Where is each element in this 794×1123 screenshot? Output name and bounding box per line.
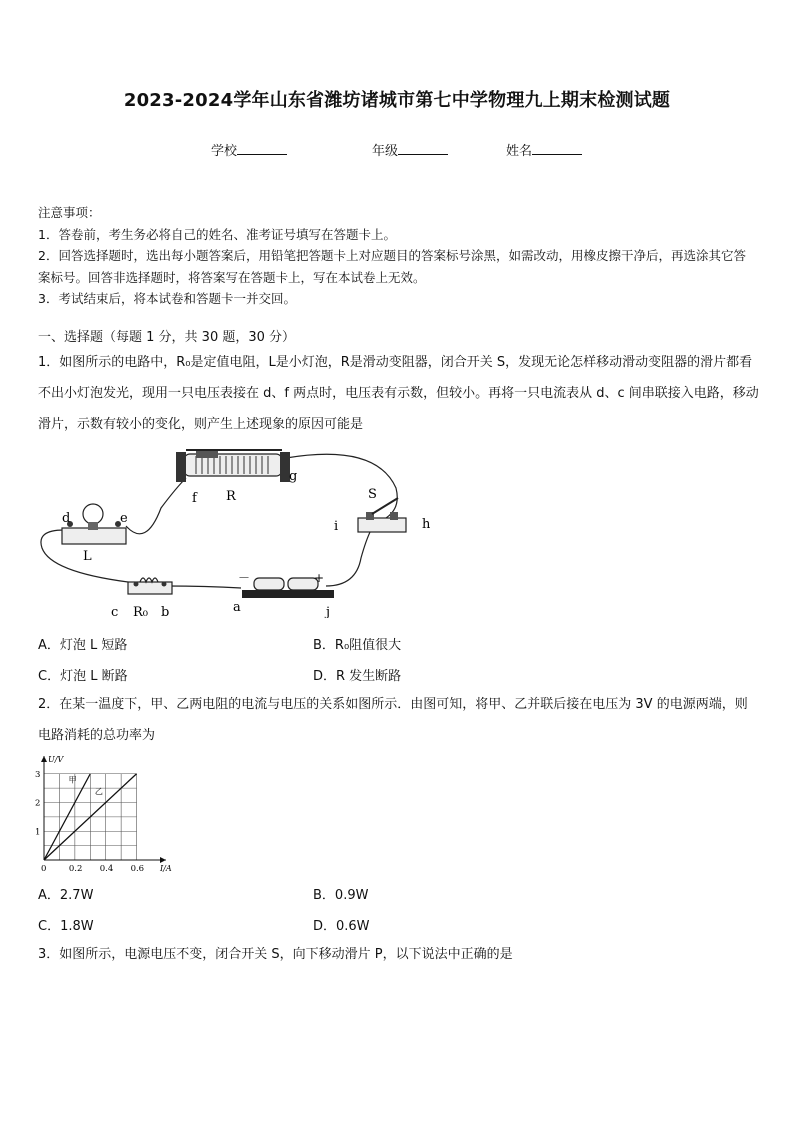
school-field[interactable]: [211, 140, 287, 159]
q2-option-a[interactable]: A．2.7W: [38, 888, 94, 903]
question-3-text: 3．如图所示，电源电压不变，闭合开关 S，向下移动滑片 P，以下说法中正确的是: [38, 947, 513, 962]
question-2-text: 2．在某一温度下，甲、乙两电阻的电流与电压的关系如图所示．由图可知，将甲、乙并联后接在电压为 3V 的电源两端，则电路消耗的总功率为: [38, 697, 748, 743]
q1-option-c[interactable]: C．灯泡 L 断路: [38, 669, 128, 684]
label-f: f: [192, 491, 197, 506]
label-g: g: [289, 469, 298, 484]
name-field[interactable]: [506, 140, 582, 159]
label-R0: R₀: [133, 605, 148, 618]
q1-option-d[interactable]: D．R 发生断路: [313, 669, 402, 684]
x-tick-label: 0.4: [99, 864, 114, 874]
x-axis-label: I/A: [160, 864, 172, 873]
label-a: a: [233, 600, 241, 615]
series-label-1: 甲: [68, 775, 77, 785]
label-c: c: [111, 605, 119, 618]
wire-j-i: [326, 530, 371, 586]
q2-option-d[interactable]: D．0.6W: [313, 919, 370, 934]
label-minus: －: [238, 571, 251, 585]
grade-label: 年级: [372, 144, 399, 159]
wire-b-a: [166, 586, 241, 588]
label-d: d: [62, 511, 71, 526]
q2-option-c[interactable]: C．1.8W: [38, 919, 94, 934]
x-tick-label: 0.6: [130, 864, 145, 874]
circuit-diagram: [36, 448, 436, 618]
label-i: i: [334, 519, 339, 534]
label-L: L: [83, 549, 92, 564]
note-item-2: 2．回答选择题时，选出每小题答案后，用铅笔把答题卡上对应题目的答案标号涂黑，如需改动，用橡皮擦干净后，再选涂其它答案标号。回答非选择题时，将答案写在答题卡上，写在本试卷上无效。: [38, 248, 746, 285]
q2-option-b[interactable]: B．0.9W: [313, 888, 369, 903]
resistor-R0: [128, 578, 172, 594]
section-heading: 一、选择题（每题 1 分，共 30 题，30 分）: [38, 330, 296, 345]
label-b: b: [161, 605, 170, 618]
label-h: h: [422, 517, 431, 532]
q1-option-b[interactable]: B．R₀阻值很大: [313, 638, 402, 653]
x-tick-label: 0.2: [68, 864, 83, 874]
switch-S: [358, 498, 406, 532]
y-axis-arrow: [41, 756, 47, 762]
label-j: j: [326, 605, 331, 618]
notes-block: [38, 202, 758, 310]
rheostat-R: [176, 450, 290, 482]
name-label: 姓名: [506, 144, 533, 159]
label-e: e: [120, 511, 128, 526]
y-axis-label: U/V: [48, 755, 64, 764]
school-label: 学校: [211, 144, 238, 159]
bulb-L: [62, 504, 126, 544]
notes-heading: 注意事项：: [38, 205, 101, 220]
note-item-1: 1．答卷前，考生务必将自己的姓名、准考证号填写在答题卡上。: [38, 226, 396, 242]
label-S: S: [368, 487, 377, 502]
q1-option-a[interactable]: A．灯泡 L 短路: [38, 638, 128, 653]
y-tick-label: 3: [35, 769, 41, 780]
page-title: 2023-2024学年山东省潍坊诸城市第七中学物理九上期末检测试题: [123, 90, 671, 111]
y-tick-label: 2: [35, 798, 41, 809]
wire-e-f: [126, 478, 186, 534]
x-axis-arrow: [160, 857, 166, 863]
note-item-3: 3．考试结束后，将本试卷和答题卡一并交回。: [38, 291, 296, 306]
grade-field[interactable]: [372, 140, 448, 159]
y-tick-label: 1: [35, 827, 41, 838]
question-1-text: 1．如图所示的电路中，R₀是定值电阻，L是小灯泡，R是滑动变阻器，闭合开关 S，发现无论怎样移动滑动变阻器的滑片都看不出小灯泡发光，现用一只电压表接在 d、f 两点时，电压表有示数，但较小。再将一只电流表从 d、c 间串联接入电路，移动滑片，示数有较小的变化，则产生上述现象的原因可能是: [38, 355, 759, 432]
series-label-2: 乙: [94, 786, 103, 796]
label-plus: +: [314, 571, 325, 585]
x-tick-label: 0: [41, 864, 47, 874]
label-R: R: [226, 489, 236, 504]
u-i-chart: [28, 752, 178, 877]
